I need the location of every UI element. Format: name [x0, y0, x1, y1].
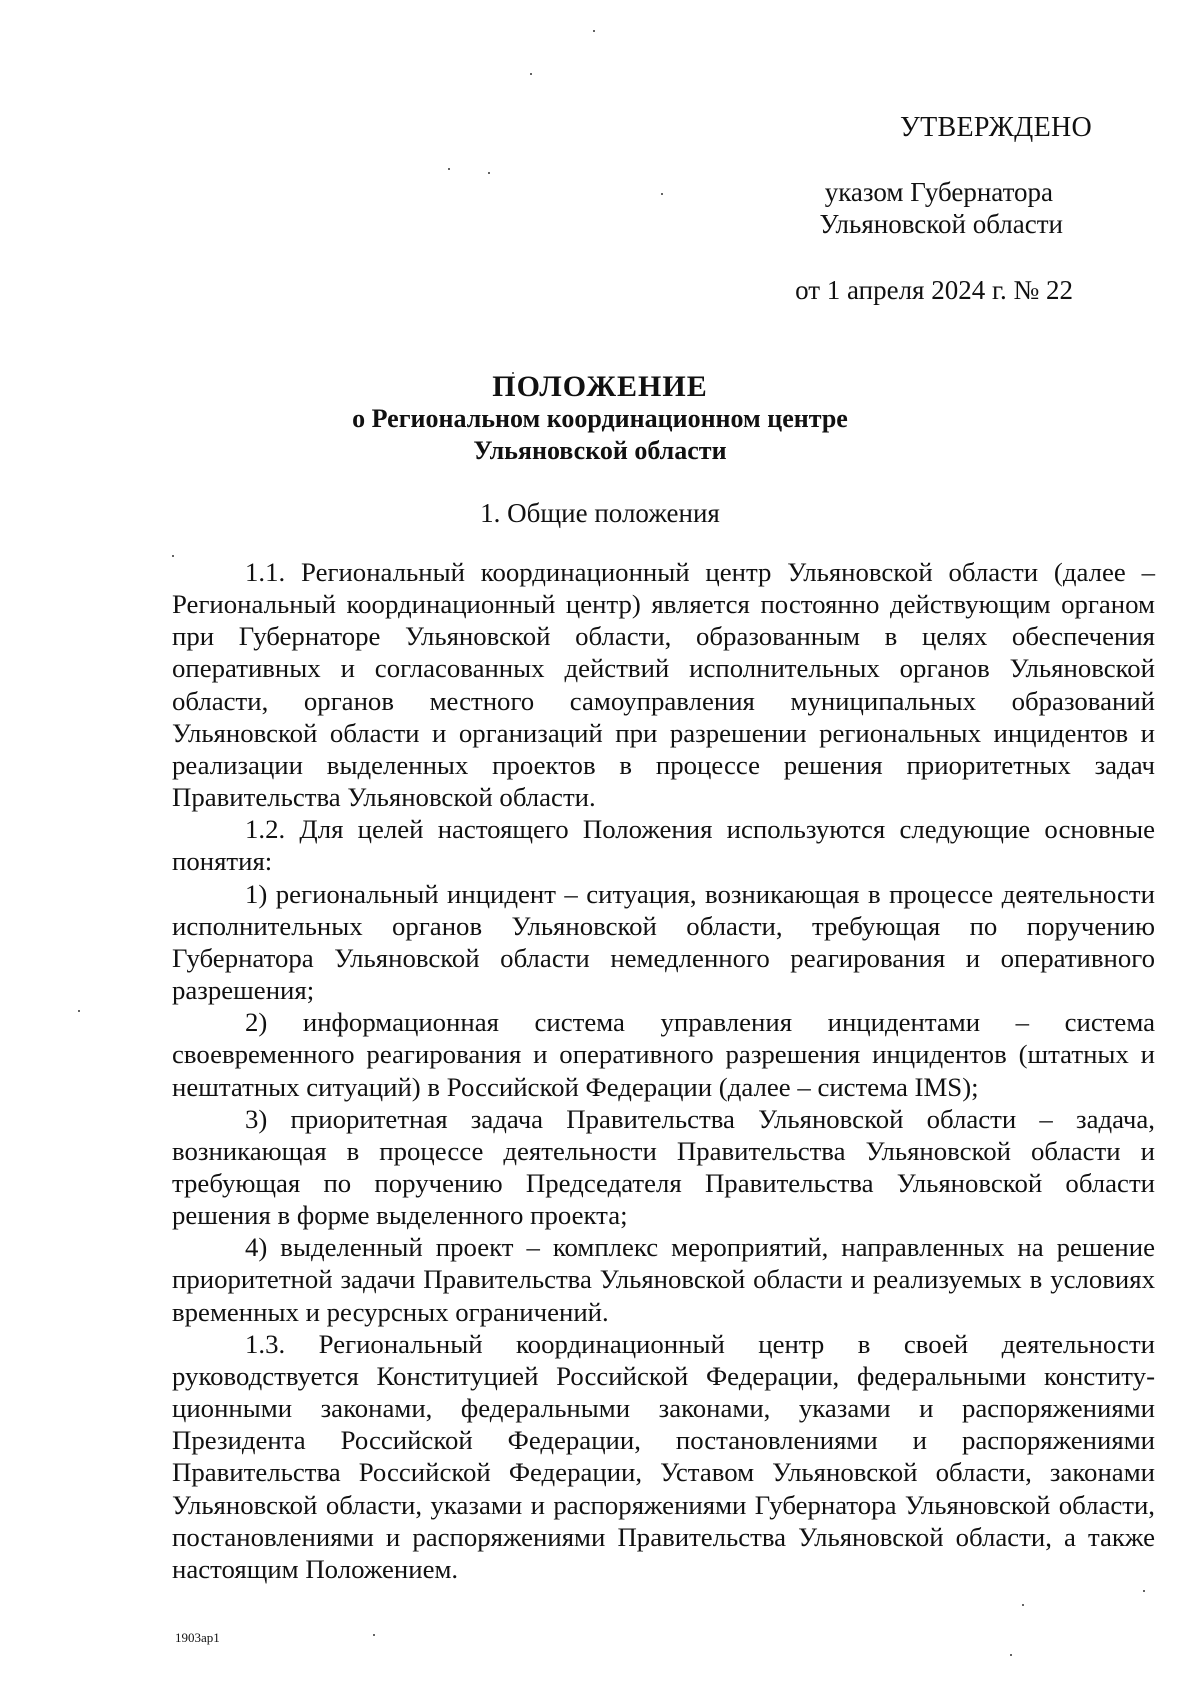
approval-date: от 1 апреля 2024 г. № 22 — [795, 275, 1073, 305]
approval-authority-line: указом Губернатора — [824, 177, 1053, 207]
definition-item-3: 3) приоритетная задача Правительства Ульяновской области – задача, возникающая в процессе деятельности Правительства Ульяновской области и требующая по поручению Председателя Правительства Ульяновской области решения в форме выделенного проекта; — [172, 1103, 1155, 1231]
paragraph-1-2: 1.2. Для целей настоящего Положения используются следующие основные понятия: — [172, 814, 1155, 877]
scan-speck — [661, 193, 663, 195]
scan-speck — [1022, 1604, 1024, 1606]
definition-item-2: 2) информационная система управления инцидентами – система своевременного реагирования и оперативного разрешения инцидентов (штатных и нештатных ситуаций) в Российской Федерации (далее – система IMS); — [172, 1007, 1155, 1102]
section-heading: 1. Общие положения — [480, 498, 720, 528]
paragraph-1-3: 1.3. Региональный координационный центр в своей деятельности руководствуется Конституцией Российской Федерации, федеральными конституционными законами, федеральными законами, указами и распоряжениями Президента Российской Федерации, постановлениями и распоряжениями Правительства Российской Федерации, Уставом Ульяновской области, законами Ульяновской области, указами и распоряжениями Губернатора Ульяновской области, постановлениями и распоряжениями Правительства Ульяновской области, а также настоящим Положением. — [172, 1328, 1155, 1584]
title-subtitle-line-2: Ульяновской области — [473, 436, 727, 465]
title-main: ПОЛОЖЕНИЕ — [492, 370, 708, 403]
definition-item-4: 4) выделенный проект – комплекс мероприятий, направленных на решение приоритетной задачи Правительства Ульяновской области и реализуемых в условиях временных и ресурсных ограничений. — [172, 1232, 1155, 1327]
scan-speck — [373, 1634, 375, 1636]
approval-region-line: Ульяновской области — [819, 209, 1063, 239]
scan-speck — [1143, 1590, 1145, 1592]
scan-speck — [593, 30, 595, 32]
paragraph-1-1: 1.1. Региональный координационный центр Ульяновской области (далее – Региональный координационный центр) является постоянно действующим органом при Губернаторе Ульяновской области, образованным в целях обеспечения оперативных и согласованных действий исполнительных органов Ульяновской области, органов местного самоуправления муниципальных образований Ульяновской области и организаций при разрешении региональных инцидентов и реализации выделенных проектов в процессе решения приоритетных задач Правительства Ульяновской области. — [172, 557, 1155, 813]
scan-speck — [78, 1010, 80, 1012]
definition-item-1: 1) региональный инцидент – ситуация, возникающая в процессе деятельности исполнительных органов Ульяновской области, требующая по поручению Губернатора Ульяновской области немедленного реагирования и оперативного разрешения; — [172, 878, 1155, 1006]
scan-speck — [530, 73, 532, 75]
approval-heading: УТВЕРЖДЕНО — [900, 112, 1093, 143]
section-body — [172, 556, 1155, 1585]
scan-speck — [488, 172, 490, 174]
scan-speck — [448, 168, 450, 170]
document-code: 1903ap1 — [175, 1630, 220, 1645]
title-subtitle-line-1: о Региональном координационном центре — [352, 404, 848, 433]
scan-speck — [1010, 1654, 1012, 1656]
